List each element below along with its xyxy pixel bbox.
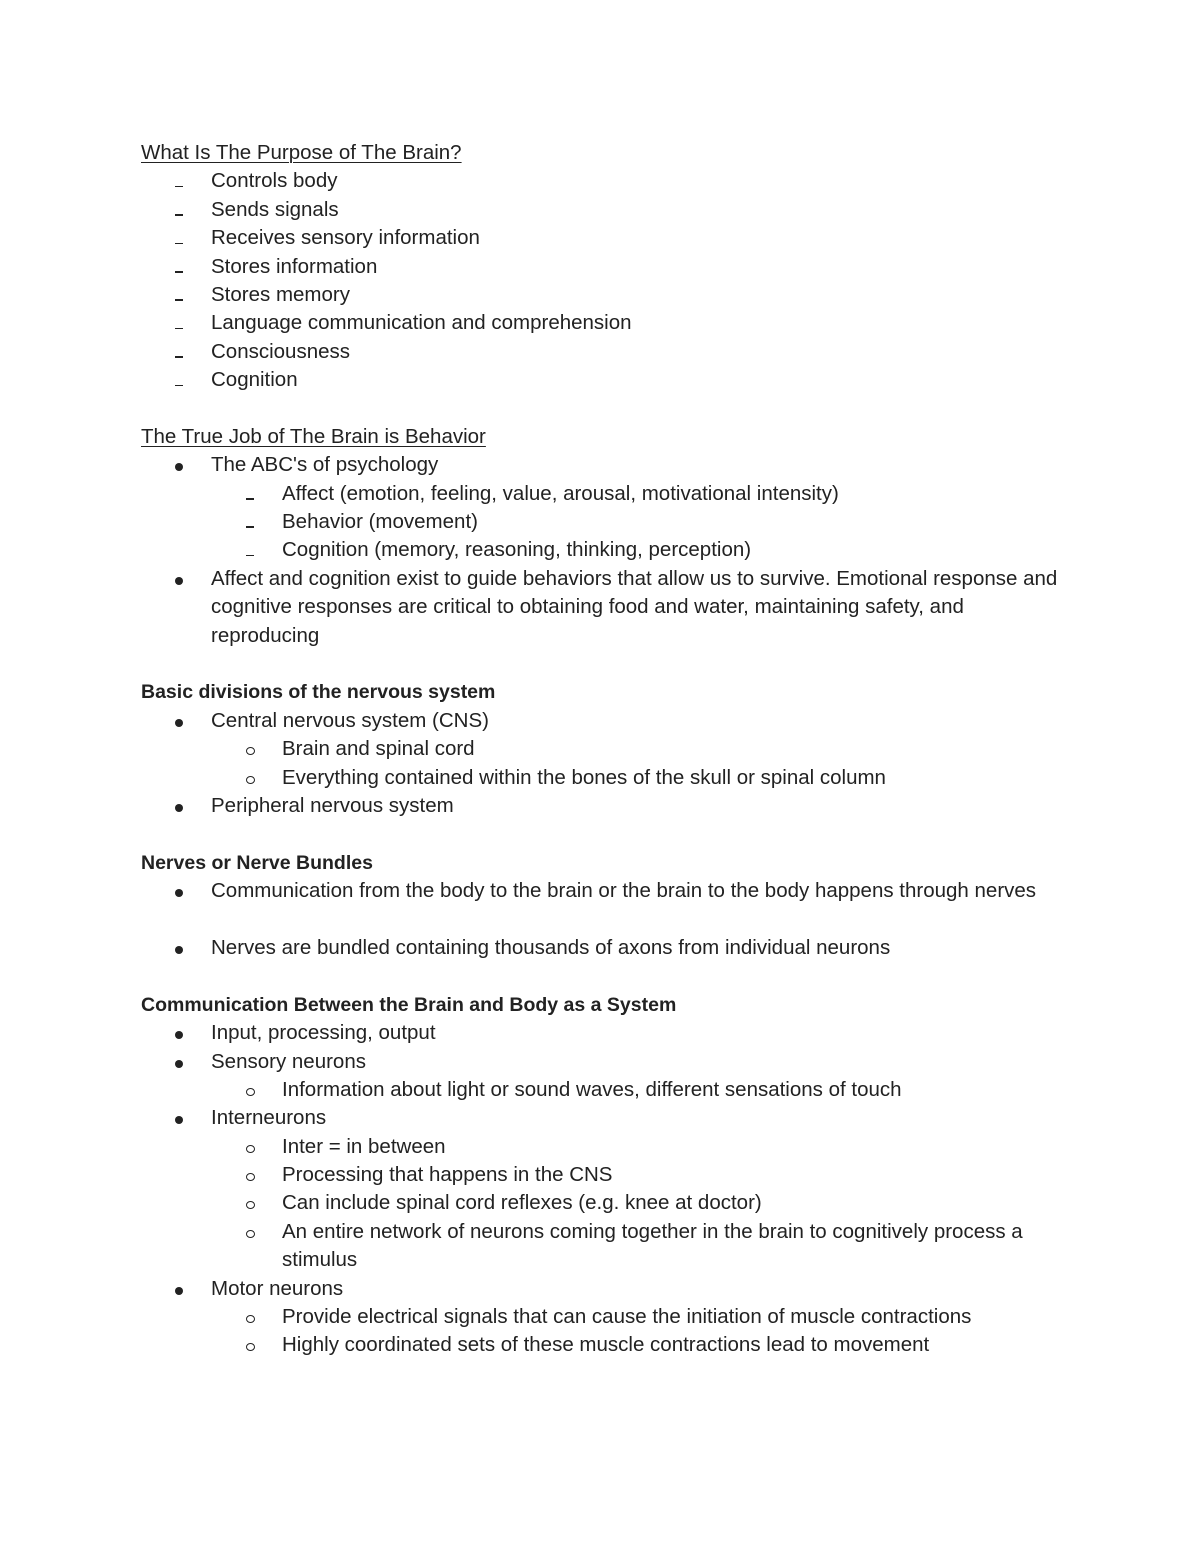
spacer xyxy=(141,650,1061,678)
document-page xyxy=(141,139,1061,1360)
list-item-text: Language communication and comprehension xyxy=(211,311,632,335)
list-item xyxy=(141,451,1061,479)
list-item-text: Controls body xyxy=(211,169,338,193)
list-item xyxy=(141,196,1061,224)
list-item-text: Nerves are bundled containing thousands of axons from individual neurons xyxy=(211,935,891,959)
list-item xyxy=(141,1303,1061,1331)
disc-bullet-icon xyxy=(169,1019,189,1047)
list-item xyxy=(141,1133,1061,1161)
list-item xyxy=(141,792,1061,820)
dash-bullet-icon xyxy=(169,281,189,309)
list-item xyxy=(141,934,1061,962)
dash-bullet-icon xyxy=(169,366,189,394)
list-item-text: Sends signals xyxy=(211,197,339,221)
list-item-text: Peripheral nervous system xyxy=(211,794,454,817)
list-item-text: Behavior (movement) xyxy=(282,510,478,534)
dash-bullet-icon xyxy=(169,309,189,337)
list-item-text: Highly coordinated sets of these muscle contractions lead to movement xyxy=(282,1333,930,1357)
section-heading: Basic divisions of the nervous system xyxy=(141,681,496,704)
list-item xyxy=(141,877,1061,934)
list-item xyxy=(141,224,1061,252)
disc-bullet-icon xyxy=(169,451,189,479)
list-item xyxy=(141,536,1061,564)
list-item xyxy=(141,1019,1061,1047)
list-item-text: Motor neurons xyxy=(211,1276,344,1300)
list-item-text: Can include spinal cord reflexes (e.g. knee at doctor) xyxy=(282,1191,762,1215)
circle-bullet-icon xyxy=(240,735,260,763)
list-item xyxy=(141,281,1061,309)
list-item xyxy=(141,1218,1061,1275)
circle-bullet-icon xyxy=(240,1076,260,1104)
list-item-text: Interneurons xyxy=(211,1106,327,1130)
list-item xyxy=(141,565,1061,650)
dash-bullet-icon xyxy=(169,196,189,224)
circle-bullet-icon xyxy=(240,1303,260,1331)
list-item-text: Affect (emotion, feeling, value, arousal, motivational intensity) xyxy=(282,481,839,505)
list-item-text: Everything contained within the bones of the skull or spinal column xyxy=(282,765,886,789)
list-item xyxy=(141,1189,1061,1217)
disc-bullet-icon xyxy=(169,565,189,593)
section-heading: What Is The Purpose of The Brain? xyxy=(141,141,462,164)
circle-bullet-icon xyxy=(240,1133,260,1161)
list-item-text: Inter = in between xyxy=(282,1134,446,1158)
list-item xyxy=(141,338,1061,366)
list-item-text: Stores memory xyxy=(211,282,350,306)
list-item-text: Cognition (memory, reasoning, thinking, perception) xyxy=(282,538,752,562)
list-item xyxy=(141,1104,1061,1132)
list-item-text: Affect and cognition exist to guide behaviors that allow us to survive. Emotional response and cognitive responses are critical to obtaining food and water, maintaining safety, and reproducing xyxy=(211,566,1058,647)
disc-bullet-icon xyxy=(169,792,189,820)
list-item xyxy=(141,1076,1061,1104)
dash-bullet-icon xyxy=(240,536,260,564)
spacer xyxy=(141,962,1061,990)
section-heading: Nerves or Nerve Bundles xyxy=(141,851,373,874)
dash-bullet-icon xyxy=(169,224,189,252)
list-item-text: Cognition xyxy=(211,368,298,392)
disc-bullet-icon xyxy=(169,1104,189,1132)
circle-bullet-icon xyxy=(240,1331,260,1359)
dash-bullet-icon xyxy=(169,167,189,195)
list-item-text: Processing that happens in the CNS xyxy=(282,1163,613,1187)
list-item-text: Provide electrical signals that can cause the initiation of muscle contractions xyxy=(282,1305,972,1329)
list-item-text: Central nervous system (CNS) xyxy=(211,708,489,732)
list-item-text: Brain and spinal cord xyxy=(282,737,475,761)
list-item xyxy=(141,480,1061,508)
dash-bullet-icon xyxy=(169,338,189,366)
list-item xyxy=(141,1275,1061,1303)
section-heading: Communication Between the Brain and Body as a System xyxy=(141,993,677,1016)
list-item xyxy=(141,366,1061,394)
spacer xyxy=(141,395,1061,423)
list-item xyxy=(141,707,1061,735)
dash-bullet-icon xyxy=(169,253,189,281)
circle-bullet-icon xyxy=(240,1218,260,1246)
list-item-text: Information about light or sound waves, different sensations of touch xyxy=(282,1077,902,1101)
list-item-text: Consciousness xyxy=(211,339,351,363)
list-item xyxy=(141,167,1061,195)
list-item xyxy=(141,309,1061,337)
dash-bullet-icon xyxy=(240,480,260,508)
circle-bullet-icon xyxy=(240,1161,260,1189)
disc-bullet-icon xyxy=(169,877,189,905)
list-item-text: An entire network of neurons coming together in the brain to cognitively process a stimulus xyxy=(282,1219,1023,1272)
list-item xyxy=(141,1331,1061,1359)
disc-bullet-icon xyxy=(169,1048,189,1076)
list-item xyxy=(141,735,1061,763)
list-item-text: Receives sensory information xyxy=(211,226,480,250)
disc-bullet-icon xyxy=(169,707,189,735)
list-item xyxy=(141,1048,1061,1076)
list-item xyxy=(141,508,1061,536)
disc-bullet-icon xyxy=(169,934,189,962)
spacer xyxy=(141,820,1061,848)
list-item xyxy=(141,253,1061,281)
list-item-text: Communication from the body to the brain or the brain to the body happens through nerves xyxy=(211,879,1037,903)
circle-bullet-icon xyxy=(240,764,260,792)
list-item xyxy=(141,1161,1061,1189)
list-item-text: Input, processing, output xyxy=(211,1021,436,1045)
list-item xyxy=(141,764,1061,792)
dash-bullet-icon xyxy=(240,508,260,536)
list-item-text: Sensory neurons xyxy=(211,1049,366,1073)
list-item-text: The ABC's of psychology xyxy=(211,453,439,477)
section-heading: The True Job of The Brain is Behavior xyxy=(141,424,486,448)
circle-bullet-icon xyxy=(240,1189,260,1217)
list-item-text: Stores information xyxy=(211,254,378,278)
disc-bullet-icon xyxy=(169,1275,189,1303)
